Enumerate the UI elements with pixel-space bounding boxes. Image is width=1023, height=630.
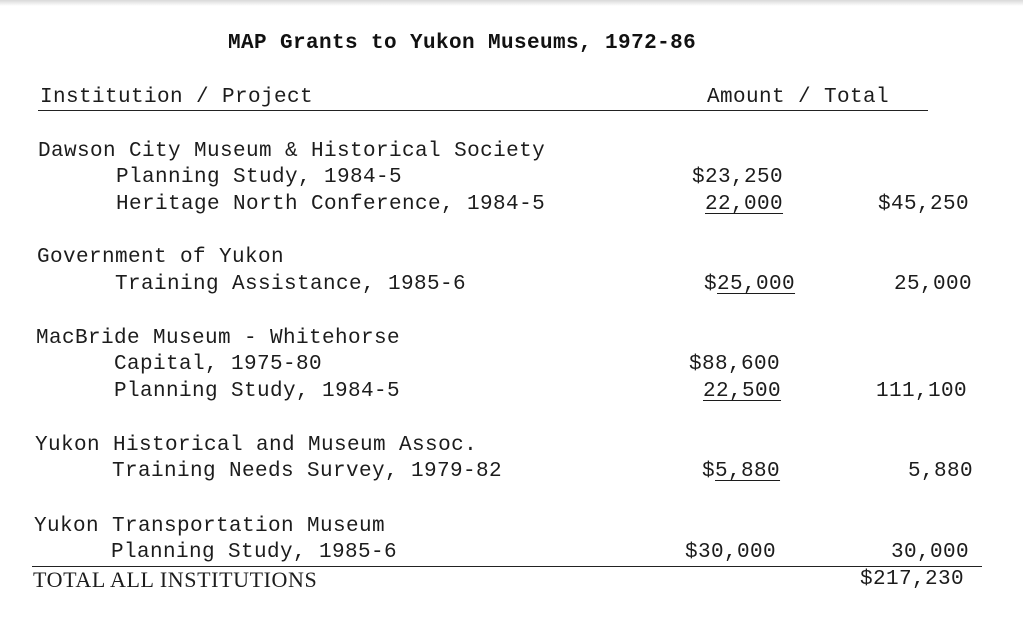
project-label: Capital, 1975-80 — [114, 353, 323, 376]
page-title: MAP Grants to Yukon Museums, 1972-86 — [228, 32, 697, 55]
project-amount — [704, 273, 795, 297]
project-label: Planning Study, 1984-5 — [116, 166, 403, 189]
currency-sign: $ — [704, 273, 718, 296]
project-amount: 22,500 — [703, 380, 782, 403]
project-label: Training Assistance, 1985-6 — [115, 273, 467, 296]
column-header-institution: Institution / Project — [40, 86, 314, 109]
project-amount: $88,600 — [689, 353, 781, 376]
project-label: Planning Study, 1984-5 — [114, 380, 401, 403]
institution-name: MacBride Museum - Whitehorse — [36, 327, 401, 350]
column-header-amount-total: Amount / Total — [707, 86, 890, 109]
header-rule — [38, 110, 928, 111]
project-label: Planning Study, 1985-6 — [111, 541, 398, 564]
institution-name: Yukon Transportation Museum — [34, 515, 386, 538]
project-amount — [702, 460, 780, 484]
currency-sign: $ — [702, 460, 716, 483]
project-label: Training Needs Survey, 1979-82 — [112, 460, 503, 483]
institution-name: Government of Yukon — [37, 246, 285, 269]
institution-total: 25,000 — [894, 273, 973, 296]
institution-total: 111,100 — [876, 380, 968, 403]
amount-value: 5,880 — [715, 460, 781, 483]
institution-total: $45,250 — [878, 193, 970, 216]
project-amount: 22,000 — [705, 193, 784, 216]
grand-total-label: TOTAL ALL INSTITUTIONS — [33, 567, 318, 592]
project-amount: $23,250 — [692, 166, 784, 189]
institution-total: 30,000 — [891, 541, 970, 564]
institution-name: Yukon Historical and Museum Assoc. — [35, 434, 478, 457]
project-label: Heritage North Conference, 1984-5 — [116, 193, 546, 216]
grand-total-value: $217,230 — [860, 568, 965, 591]
institution-total: 5,880 — [908, 460, 974, 483]
amount-value: 25,000 — [717, 273, 796, 296]
institution-name: Dawson City Museum & Historical Society — [38, 140, 546, 163]
top-edge-shadow — [0, 0, 1023, 6]
project-amount: $30,000 — [685, 541, 777, 564]
